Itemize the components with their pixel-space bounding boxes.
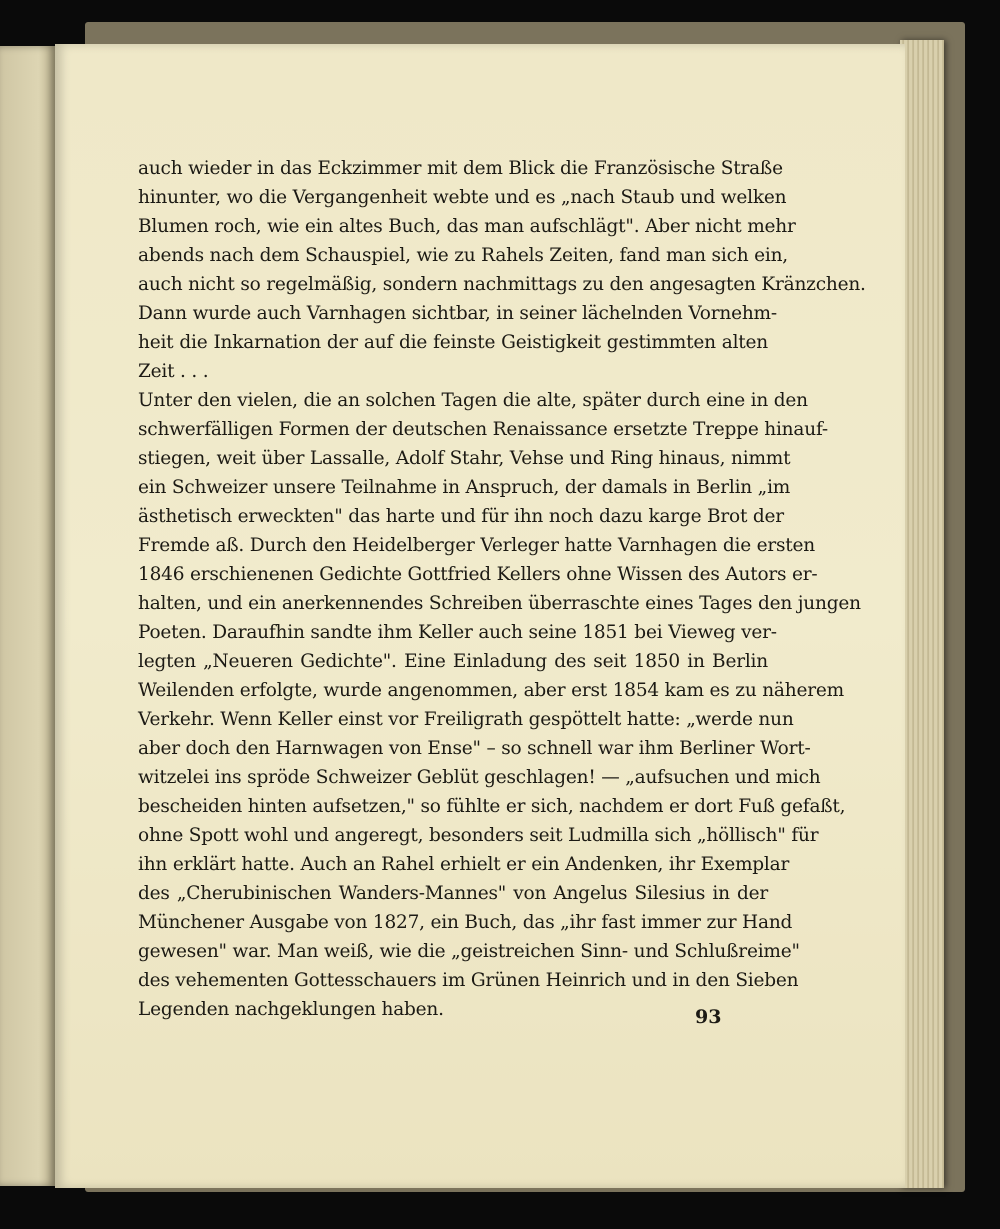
text-line: Legenden nachgeklungen haben. xyxy=(138,999,444,1020)
text-line: ästhetisch erweckten" das harte und für ihn noch dazu karge Brot der xyxy=(138,506,784,527)
text-line: Weilenden erfolgte, wurde angenommen, aber erst 1854 kam es zu näherem xyxy=(138,680,844,701)
text-line: Poeten. Daraufhin sandte ihm Keller auch seine 1851 bei Vieweg ver- xyxy=(138,622,777,643)
text-line: hinunter, wo die Vergangenheit webte und es „nach Staub und welken xyxy=(138,187,787,208)
book-page xyxy=(55,44,905,1188)
text-line: ein Schweizer unsere Teilnahme in Anspruch, der damals in Berlin „im xyxy=(138,477,791,498)
text-line: heit die Inkarnation der auf die feinste Geistigkeit gestimmten alten xyxy=(138,332,768,353)
text-line: abends nach dem Schauspiel, wie zu Rahels Zeiten, fand man sich ein, xyxy=(138,245,788,266)
page-number: 93 xyxy=(695,1006,722,1028)
text-line: ohne Spott wohl und angeregt, besonders seit Ludmilla sich „höllisch" für xyxy=(138,825,819,846)
text-line: legten „Neueren Gedichte". Eine Einladung des seit 1850 in Berlin xyxy=(138,651,768,672)
text-line: Verkehr. Wenn Keller einst vor Freiligrath gespöttelt hatte: „werde nun xyxy=(138,709,794,730)
text-line: bescheiden hinten aufsetzen," so fühlte er sich, nachdem er dort Fuß gefaßt, xyxy=(138,796,846,817)
text-line: des „Cherubinischen Wanders-Mannes" von Angelus Silesius in der xyxy=(138,883,768,904)
text-line: auch nicht so regelmäßig, sondern nachmittags zu den angesagten Kränzchen. xyxy=(138,274,866,295)
left-page-edge xyxy=(0,46,55,1186)
text-line: Blumen roch, wie ein altes Buch, das man aufschlägt". Aber nicht mehr xyxy=(138,216,796,237)
text-line: stiegen, weit über Lassalle, Adolf Stahr, Vehse und Ring hinaus, nimmt xyxy=(138,448,791,469)
text-line: halten, und ein anerkennendes Schreiben überraschte eines Tages den jungen xyxy=(138,593,861,614)
text-line: schwerfälligen Formen der deutschen Renaissance ersetzte Treppe hinauf- xyxy=(138,419,828,440)
text-line: witzelei ins spröde Schweizer Geblüt geschlagen! — „aufsuchen und mich xyxy=(138,767,821,788)
text-line: ihn erklärt hatte. Auch an Rahel erhielt er ein Andenken, ihr Exemplar xyxy=(138,854,790,875)
text-line: Unter den vielen, die an solchen Tagen die alte, später durch eine in den xyxy=(138,390,808,411)
text-line: Dann wurde auch Varnhagen sichtbar, in seiner lächelnden Vornehm- xyxy=(138,303,777,324)
text-line: Zeit . . . xyxy=(138,361,209,382)
text-line: auch wieder in das Eckzimmer mit dem Blick die Französische Straße xyxy=(138,158,783,179)
text-line: gewesen" war. Man weiß, wie die „geistreichen Sinn- und Schlußreime" xyxy=(138,941,800,962)
text-line: aber doch den Harnwagen von Ense" – so schnell war ihm Berliner Wort- xyxy=(138,738,811,759)
page-stack-edge xyxy=(900,40,944,1188)
text-line: Münchener Ausgabe von 1827, ein Buch, das „ihr fast immer zur Hand xyxy=(138,912,793,933)
text-line: Fremde aß. Durch den Heidelberger Verleger hatte Varnhagen die ersten xyxy=(138,535,816,556)
text-line: 1846 erschienenen Gedichte Gottfried Kellers ohne Wissen des Autors er- xyxy=(138,564,818,585)
page-text xyxy=(138,154,866,1024)
text-line: des vehementen Gottesschauers im Grünen Heinrich und in den Sieben xyxy=(138,970,799,991)
